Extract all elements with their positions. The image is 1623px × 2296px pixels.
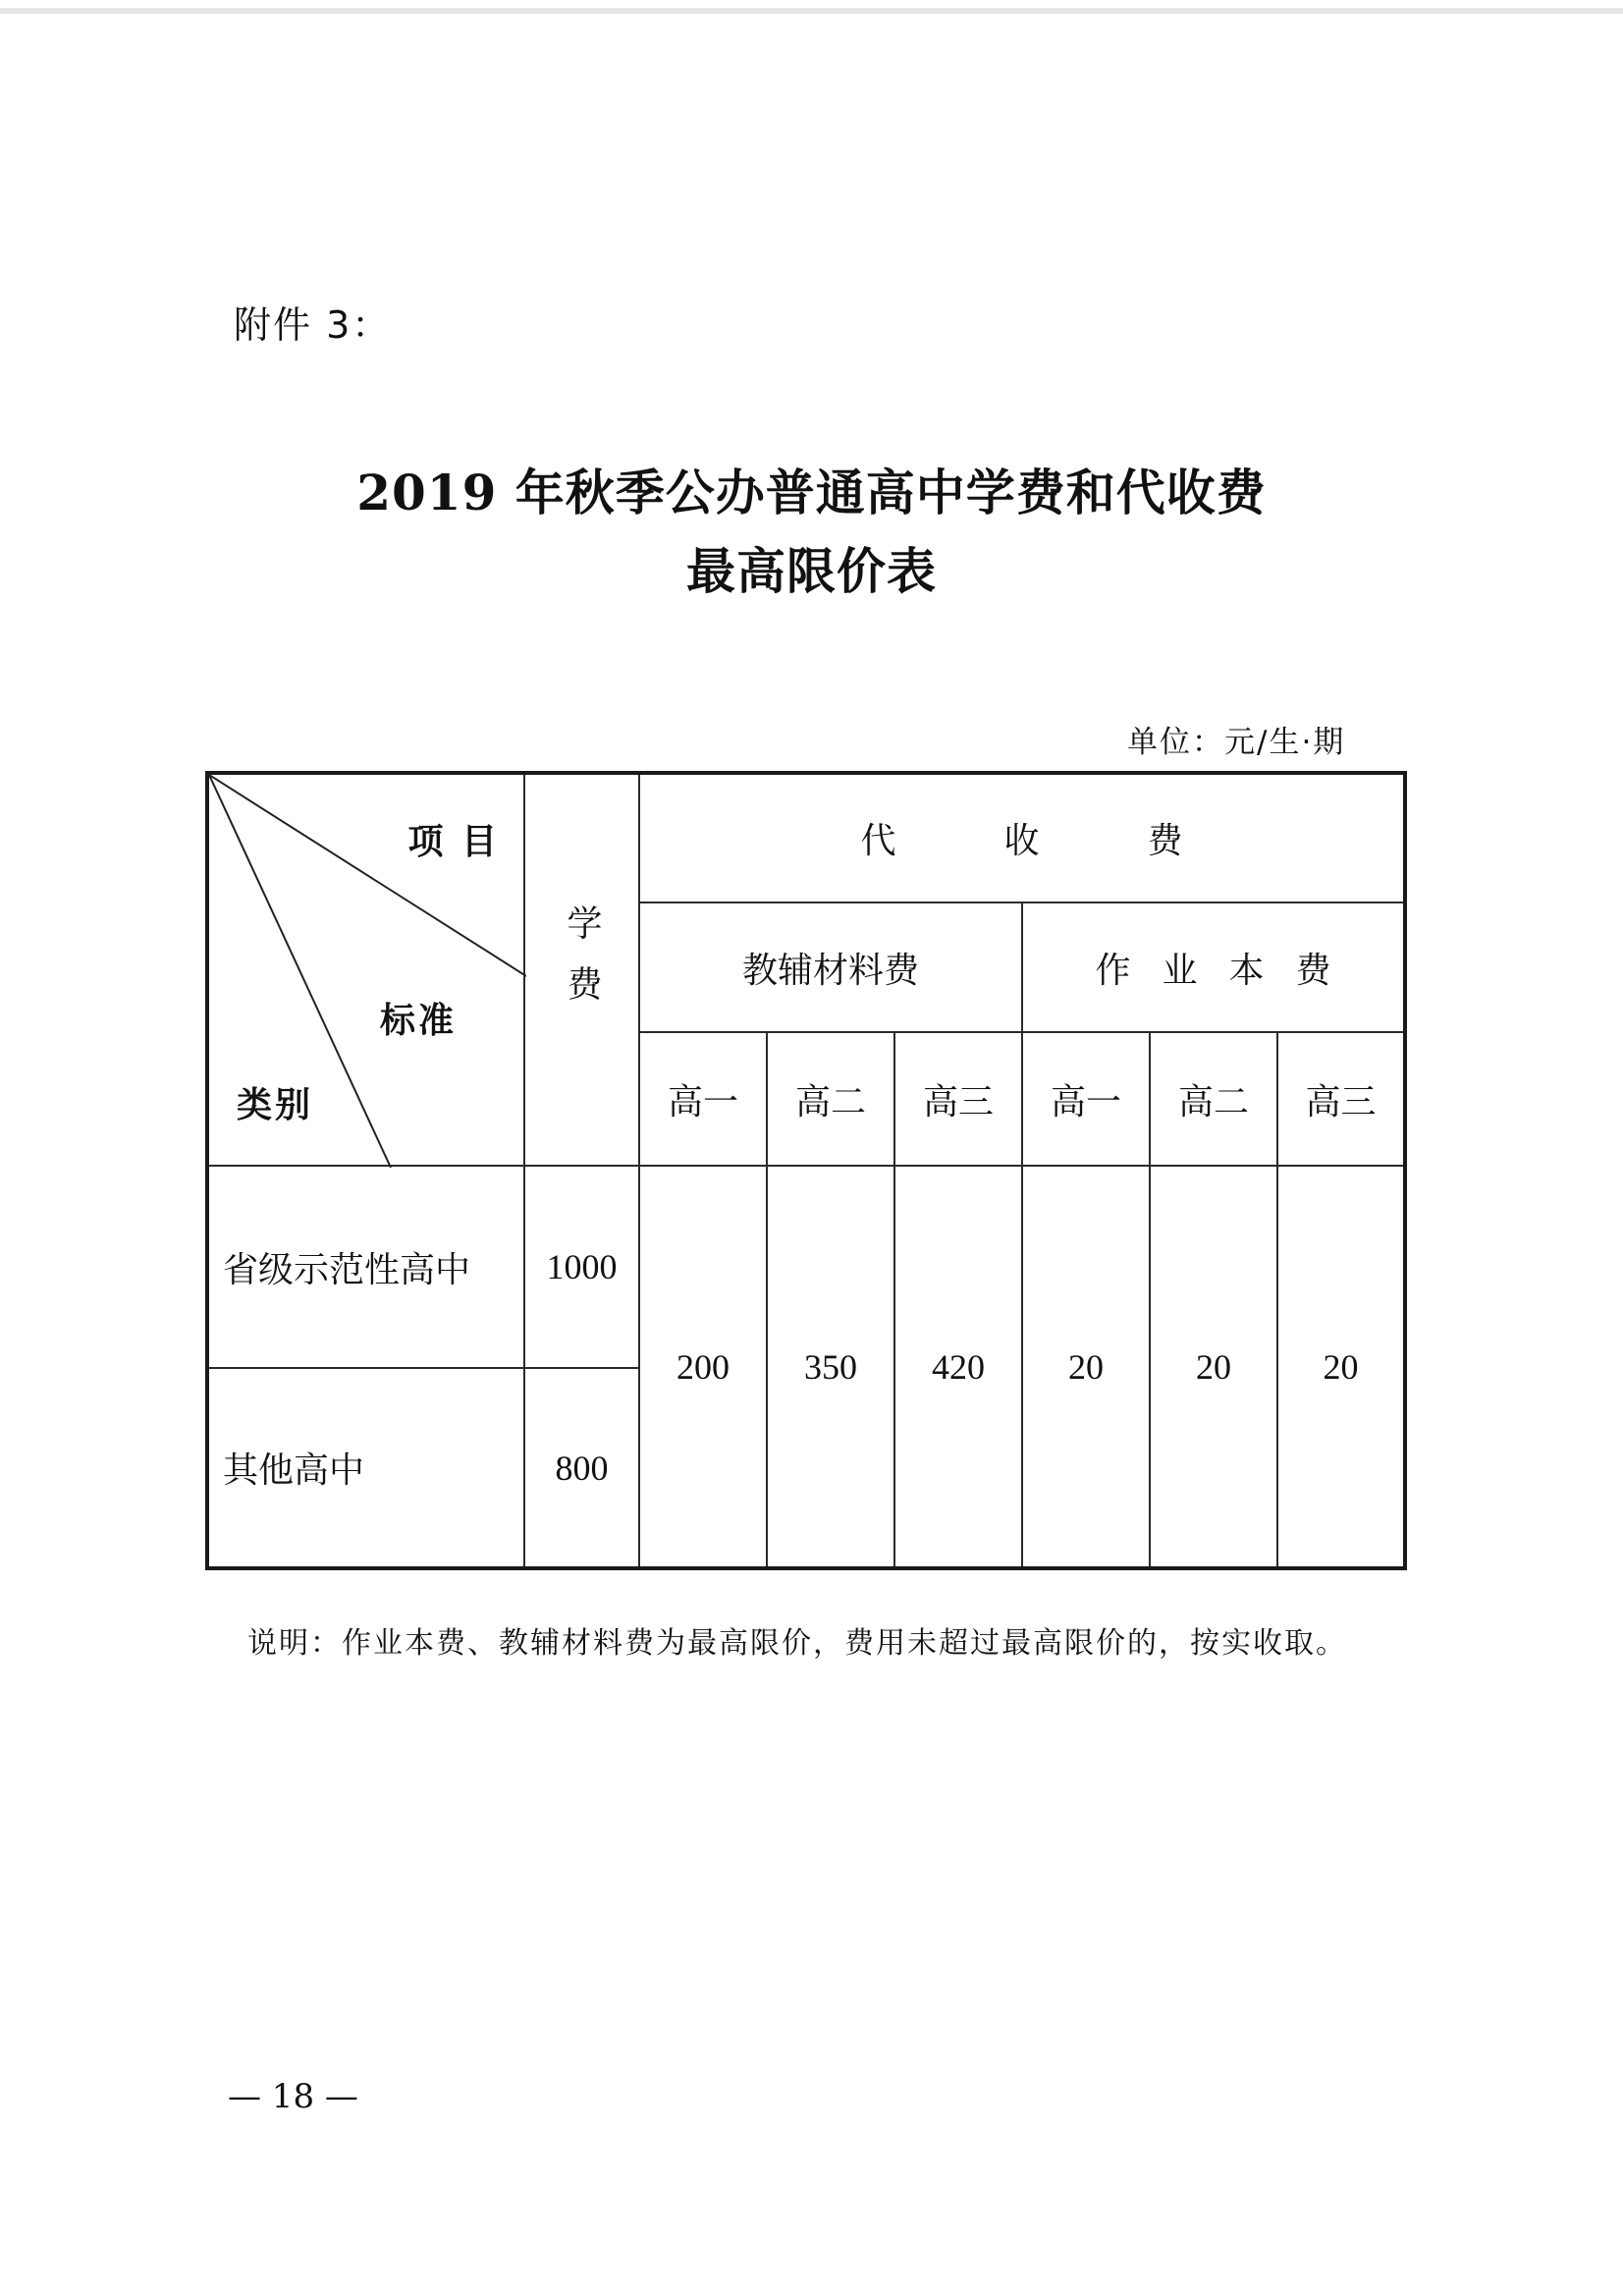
fee-value: 350	[767, 1166, 894, 1568]
grade-header: 高一	[639, 1032, 767, 1166]
corner-label-item: 项 目	[407, 821, 500, 862]
corner-label-category: 类别	[237, 1084, 314, 1125]
tuition-value: 800	[524, 1368, 639, 1568]
attachment-label: 附件 3：	[234, 303, 392, 347]
document-title-line-1: 2019 年秋季公办普通高中学费和代收费	[356, 464, 1267, 521]
fee-value: 20	[1022, 1166, 1150, 1568]
fee-value: 200	[639, 1166, 767, 1568]
fee-value: 20	[1150, 1166, 1277, 1568]
grade-header: 高二	[1150, 1032, 1277, 1166]
tuition-header: 学费	[562, 904, 602, 1026]
document-title-line-2: 最高限价表	[686, 542, 937, 600]
tuition-value: 1000	[524, 1166, 639, 1368]
grade-header: 高三	[894, 1032, 1022, 1166]
materials-fee-header: 教辅材料费	[639, 902, 1022, 1032]
grade-header: 高二	[767, 1032, 894, 1166]
fee-table	[205, 771, 1407, 1570]
fee-value: 20	[1277, 1166, 1405, 1568]
category-cell: 其他高中	[207, 1368, 524, 1568]
corner-header-cell	[207, 773, 524, 1166]
grade-header: 高三	[1277, 1032, 1405, 1166]
scan-top-edge	[0, 8, 1623, 14]
corner-label-standard: 标准	[380, 1000, 458, 1041]
tuition-header-cell	[524, 773, 639, 1166]
grade-header: 高一	[1022, 1032, 1150, 1166]
table-row	[207, 1166, 1405, 1368]
category-cell: 省级示范性高中	[207, 1166, 524, 1368]
unit-label: 单位：元/生·期	[1127, 725, 1346, 760]
fee-value: 420	[894, 1166, 1022, 1568]
explanatory-note: 说明：作业本费、教辅材料费为最高限价，费用未超过最高限价的，按实收取。	[247, 1626, 1347, 1661]
page-number: — 18 —	[228, 2077, 358, 2116]
workbook-fee-header: 作业本费	[1022, 902, 1405, 1032]
collection-fee-header: 代收费	[639, 773, 1405, 902]
